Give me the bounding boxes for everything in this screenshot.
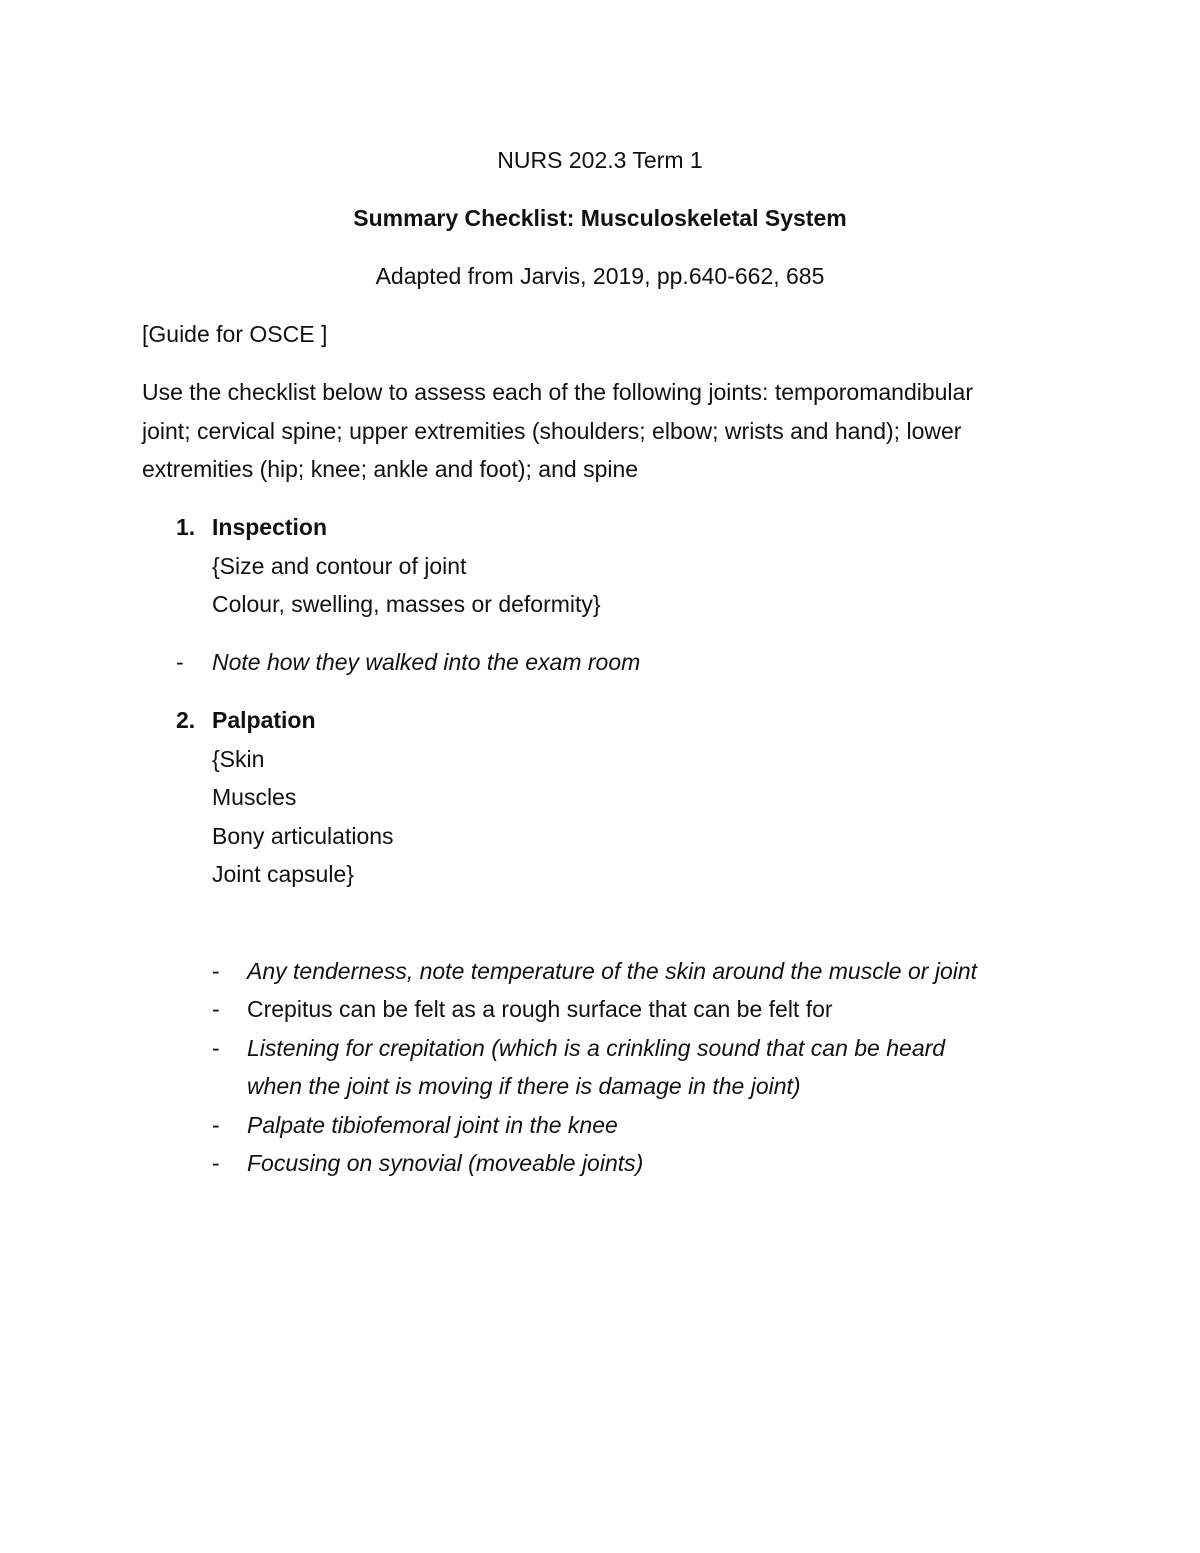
bullet-dash: - [212,958,220,984]
inspection-detail: Colour, swelling, masses or deformity} [212,591,601,617]
palpation-detail: {Skin [212,746,265,772]
course-title: NURS 202.3 Term 1 [497,147,703,173]
bullet-dash: - [176,649,184,675]
bullet-dash: - [212,996,220,1022]
guide-note: [Guide for OSCE ] [142,321,328,347]
bullet-dash: - [212,1035,220,1061]
section-heading-palpation: Palpation [212,707,316,733]
bullet-dash: - [212,1150,220,1176]
intro-line: joint; cervical spine; upper extremities (shoulders; elbow; wrists and hand); lower [142,418,962,444]
intro-line: Use the checklist below to assess each of the following joints: temporomandibular [142,379,973,405]
bullet-dash: - [212,1112,220,1138]
palpation-detail: Muscles [212,784,297,810]
palpation-note: Focusing on synovial (moveable joints) [247,1150,644,1176]
palpation-detail: Joint capsule} [212,861,354,887]
palpation-note: Listening for crepitation (which is a crinkling sound that can be heard [247,1035,946,1061]
intro-line: extremities (hip; knee; ankle and foot); and spine [142,456,639,482]
inspection-detail: {Size and contour of joint [212,553,467,579]
source-citation: Adapted from Jarvis, 2019, pp.640-662, 685 [375,263,825,289]
inspection-note: Note how they walked into the exam room [212,649,641,675]
palpation-note: Palpate tibiofemoral joint in the knee [247,1112,618,1138]
section-heading-inspection: Inspection [212,514,328,540]
palpation-note-continued: when the joint is moving if there is damage in the joint) [247,1073,801,1099]
section-number: 1. [176,514,196,540]
palpation-note: Crepitus can be felt as a rough surface that can be felt for [247,996,833,1022]
palpation-note: Any tenderness, note temperature of the skin around the muscle or joint [247,958,978,984]
palpation-detail: Bony articulations [212,823,394,849]
document-title: Summary Checklist: Musculoskeletal System [353,205,847,231]
section-number: 2. [176,707,196,733]
